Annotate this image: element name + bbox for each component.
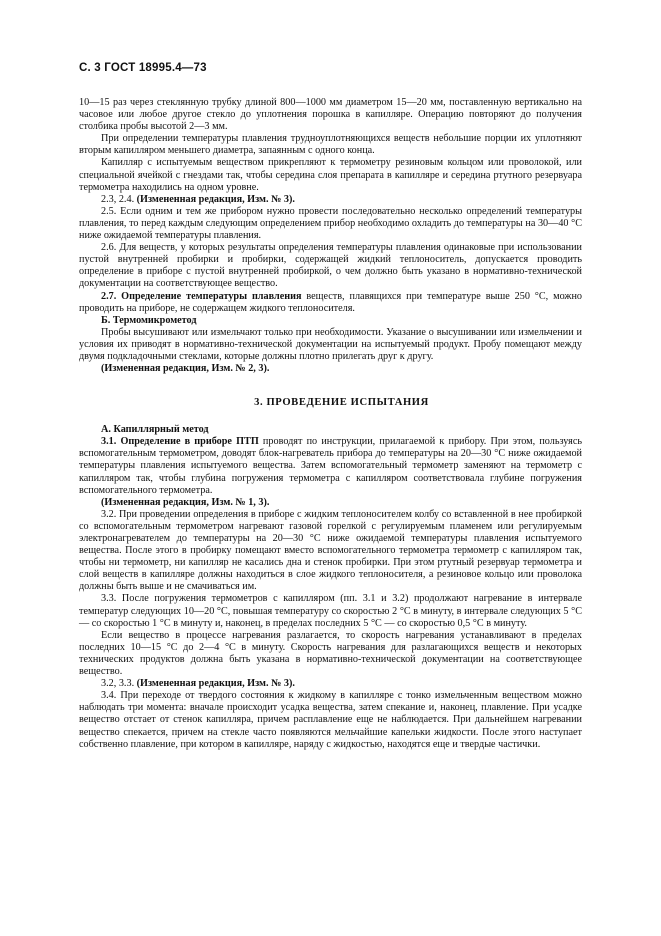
paragraph: 3.2. При проведении определения в приборе с жидким теплоносителем колбу со вставленной в нее пробиркой со вспомогательным термометром нагревают газовой горелкой с регулируемым пламенем или регулируемым электронагревателем до температуры на 20—30 °С ниже ожидаемой температуры плавления испытуемого вещества. После этого в пробирку помещают вместо вспомогательного термометра термометр с капилляром так, чтобы ни термометр, ни капилляр не касались дна и стенок пробирки. При этом ртутный резервуар термометра и слой веществ в капилляре должны находиться в слое жидкого теплоносителя, а резиновое кольцо или проволока должны быть выше и не смачиваться им. xyxy=(79,508,582,593)
page-header: С. 3 ГОСТ 18995.4—73 xyxy=(79,62,207,74)
paragraph: 10—15 раз через стеклянную трубку длиной 800—1000 мм диаметром 15—20 мм, поставленную вертикально на часовое или любое другое стекло до уплотнения порошка в капилляре. Операцию повторяют до получения столбика пробы высотой 2—3 мм. xyxy=(79,97,582,133)
paragraph xyxy=(79,194,582,206)
paragraph: Если вещество в процессе нагревания разлагается, то скорость нагревания устанавливают в пределах последних 10—15 °С до 2—4 °С в минуту. Скорость нагревания для разлагающихся веществ и некоторых технических продуктов должна быть указана в нормативно-технической документации на соответствующее вещество. xyxy=(79,629,582,678)
clause-text: проводят по инструкции, прилагаемой к прибору. При этом, пользуясь вспомогательным термометром, доводят блок-нагреватель прибора до температуры на 20—30 °С ниже ожидаемой температуры плавления испытуемого вещества. Затем вспомогательный термометр заменяют на термометр с капилляром так, чтобы глубина погружения термометра с капилляром соответствовала глубине погружения вспомогательного термометра. xyxy=(79,436,582,496)
paragraph: 3.4. При переходе от твердого состояния к жидкому в капилляре с тонко измельченным веществом можно наблюдать три момента: вначале происходит усадка вещества, затем спекание и, наконец, плавление. При усадке вещество отстает от стенок капилляра, причем расплавление еще не наблюдается. При дальнейшем нагревании вещество спекается, причем на стекле часто появляются мельчайшие капельки жидкости. После этого наступает собственно плавление, при котором в капилляре, наряду с жидкостью, находятся еще и твердые частички. xyxy=(79,690,582,750)
clause-number: 2.3, 2.4. xyxy=(101,193,137,205)
revision-note: (Измененная редакция, Изм. № 2, 3). xyxy=(101,363,270,375)
paragraph: 2.5. Если одним и тем же прибором нужно провести последовательно несколько определений температуры плавления, то перед каждым следующим определением прибор необходимо охладить до температуры на 30—40 °С ниже ожидаемой температуры плавления. xyxy=(79,205,582,242)
paragraph: Пробы высушивают или измельчают только при необходимости. Указание о высушивании или измельчении и условия их приводят в нормативно-технической документации на испытуемый продукт. Пробу помещают между двумя подкладочными стеклами, которые должны плотно прилегать друг к другу. xyxy=(79,326,582,362)
paragraph xyxy=(79,436,582,496)
clause-number: 3.2, 3.3. xyxy=(101,678,137,690)
clause-text: веществ, плавящихся при температуре выше 250 °С, можно проводить на приборе, не содержащем жидкого теплоносителя. xyxy=(79,290,582,314)
paragraph: 3.3. После погружения термометров с капилляром (пп. 3.1 и 3.2) продолжают нагревание в интервале температур следующих 10—20 °С, повышая температуру со скоростью 2 °С в минуту, в интервале следующих 5 °С — со скоростью 1 °С в минуту и, наконец, в пределах последних 5 °С — со скоростью 0,5 °С в минуту. xyxy=(79,593,582,629)
document-page xyxy=(79,62,582,751)
clause-heading: 2.7. Определение температуры плавления xyxy=(101,290,302,302)
clause-heading: 3.1. Определение в приборе ПТП xyxy=(101,436,259,448)
section-title: 3. ПРОВЕДЕНИЕ ИСПЫТАНИЯ xyxy=(254,397,429,409)
paragraph xyxy=(79,291,582,315)
subsection-title: А. Капиллярный метод xyxy=(101,424,209,436)
paragraph xyxy=(79,678,582,690)
revision-note: (Измененная редакция, Изм. № 3). xyxy=(136,678,295,690)
paragraph: Капилляр с испытуемым веществом прикрепляют к термометру резиновым кольцом или проволокой, или специальной ячейкой с гнездами так, чтобы середина слоя препарата в капилляре и середина ртутного резервуара термометра находились на одном уровне. xyxy=(79,157,582,193)
paragraph: При определении температуры плавления трудноуплотняющихся веществ небольшие порции их уплотняют вторым капилляром меньшего диаметра, запаянным с одного конца. xyxy=(79,133,582,157)
revision-note: (Измененная редакция, Изм. № 1, 3). xyxy=(101,496,270,508)
subsection-title: Б. Термомикрометод xyxy=(101,314,197,326)
revision-note: (Измененная редакция, Изм. № 3). xyxy=(136,193,295,205)
paragraph: 2.6. Для веществ, у которых результаты определения температуры плавления одинаковые при использовании пустой внутренней пробирки и пробирки, содержащей жидкий теплоноситель, допускается проводить определение в приборе с пустой внутренней пробиркой, о чем должно быть указано в нормативно-технической документации на соответствующее вещество. xyxy=(79,242,582,290)
